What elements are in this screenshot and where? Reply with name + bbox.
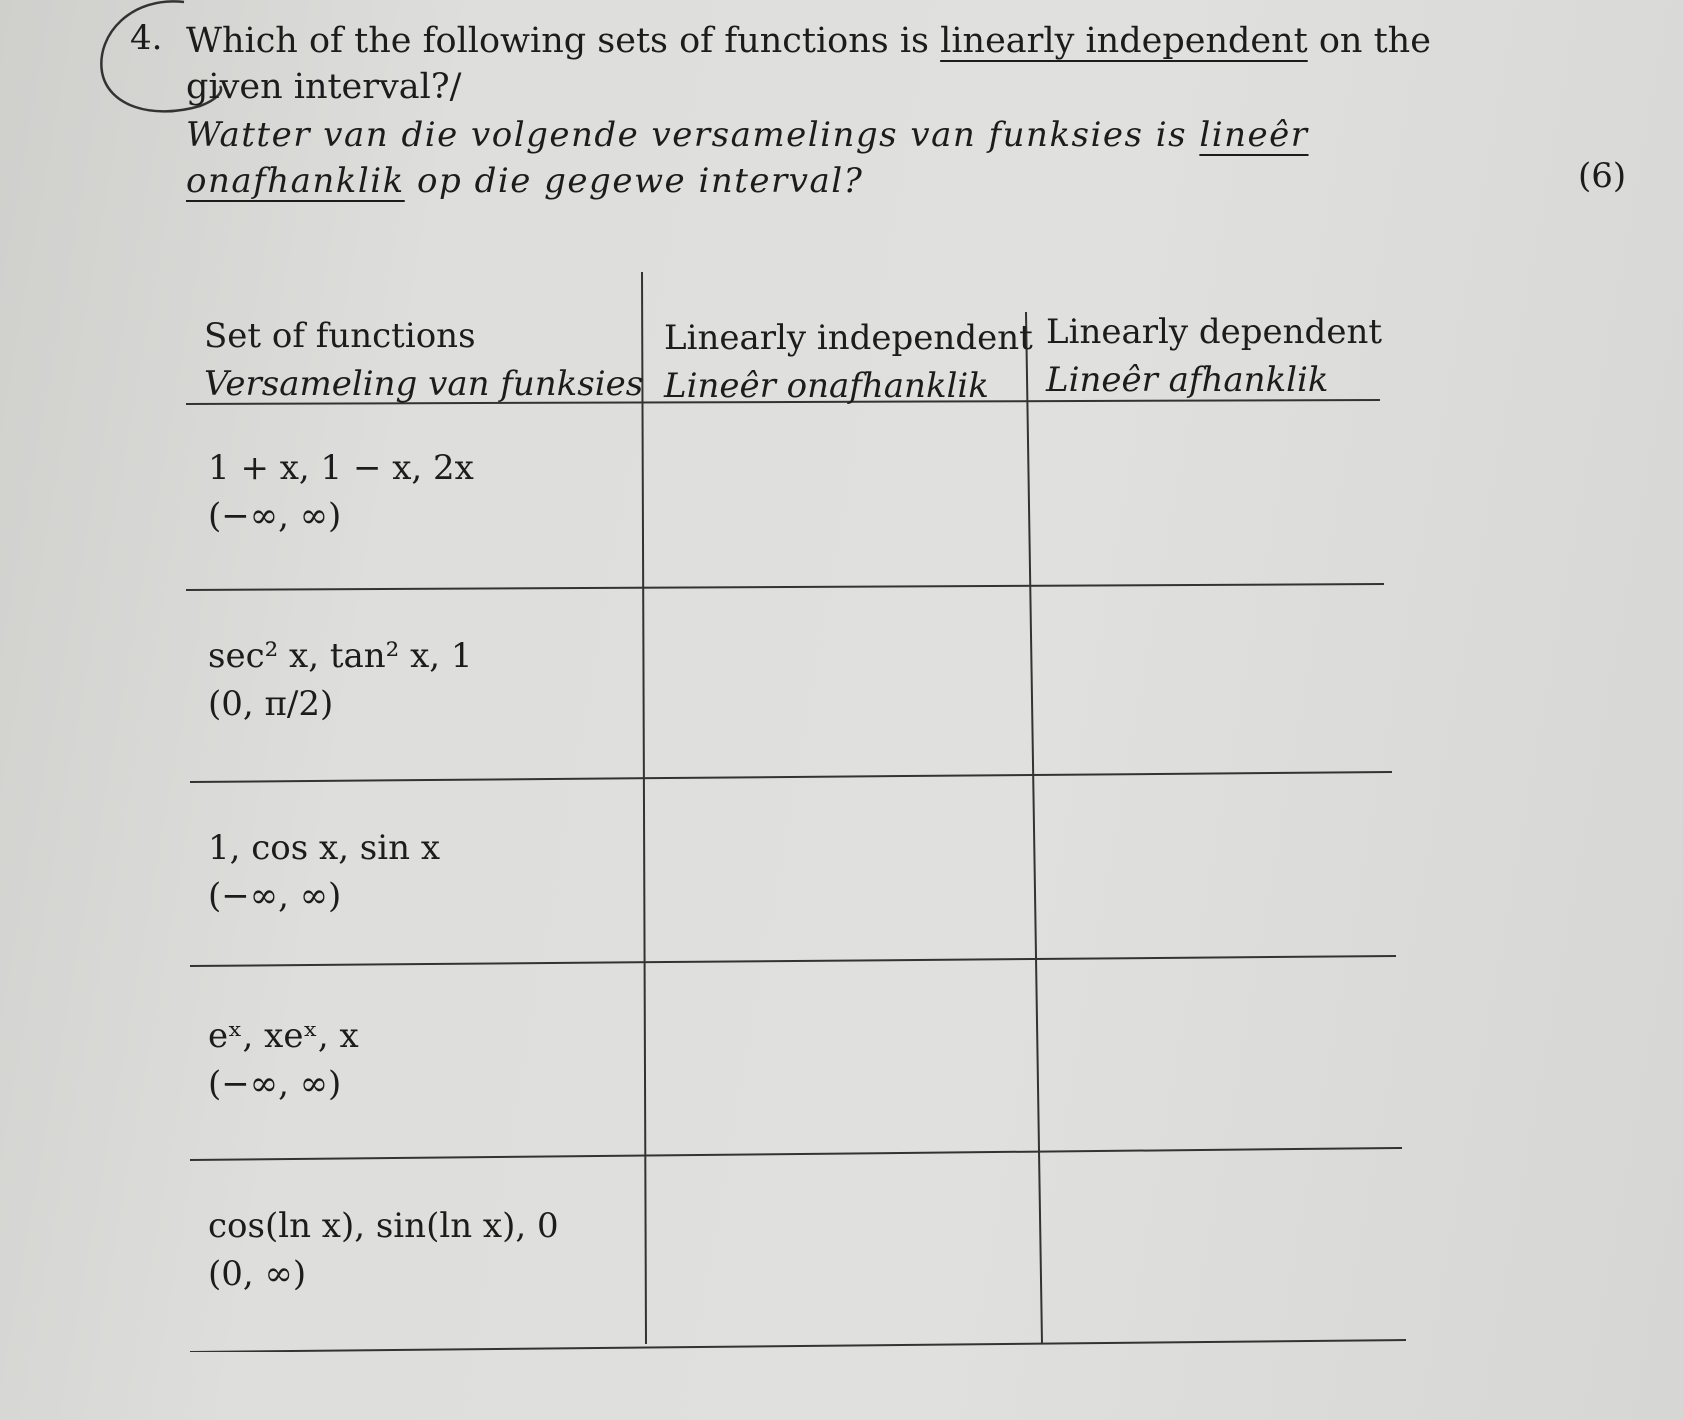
answer-cell-independent[interactable]: [648, 786, 1026, 962]
function-set: 1 + x, 1 − x, 2x: [208, 448, 474, 488]
question-english-part: on the given interval?/: [186, 21, 1431, 107]
table-row-functions: [208, 1012, 359, 1108]
question-english-emphasis: linearly independent: [940, 21, 1308, 61]
function-interval: (−∞, ∞): [208, 496, 342, 536]
function-interval: (0, ∞): [208, 1254, 307, 1294]
header-label-english: Linearly dependent: [1046, 312, 1382, 352]
header-set-of-functions: [204, 312, 643, 408]
question-afrikaans-part: op die gegewe interval?: [404, 161, 864, 201]
function-interval: (−∞, ∞): [208, 1064, 342, 1104]
marks-allocation: (6): [1578, 156, 1627, 196]
answer-table: [186, 272, 1406, 1352]
table-row-functions: [208, 632, 473, 728]
table-row-functions: [208, 1202, 559, 1298]
table-row-functions: [208, 824, 440, 920]
function-set: cos(ln x), sin(ln x), 0: [208, 1206, 559, 1246]
answer-cell-dependent[interactable]: [1038, 780, 1388, 956]
answer-cell-independent[interactable]: [648, 408, 1024, 584]
question-text-afrikaans: [186, 112, 1536, 204]
function-set: eˣ, xeˣ, x: [208, 1016, 359, 1056]
question-afrikaans-emphasis: lineêr onafhanklik: [186, 115, 1309, 201]
table-row-functions: [208, 444, 474, 540]
answer-cell-dependent[interactable]: [1036, 590, 1382, 770]
answer-cell-dependent[interactable]: [1042, 964, 1394, 1148]
header-label-afrikaans: Versameling van funksies: [204, 364, 644, 404]
answer-cell-dependent[interactable]: [1034, 406, 1378, 582]
header-linearly-dependent: [1046, 308, 1382, 404]
question-afrikaans-part: Watter van die volgende versamelings van funksies is: [186, 115, 1200, 155]
answer-cell-independent[interactable]: [648, 1164, 1030, 1340]
header-label-english: Set of functions: [204, 316, 476, 356]
header-linearly-independent: [664, 314, 1033, 410]
header-label-afrikaans: Lineêr onafhanklik: [664, 366, 989, 406]
function-set: sec² x, tan² x, 1: [208, 636, 473, 676]
answer-cell-independent[interactable]: [648, 594, 1024, 774]
question-english-part: Which of the following sets of functions is: [186, 21, 941, 61]
function-set: 1, cos x, sin x: [208, 828, 441, 868]
question-text-english: [186, 18, 1456, 110]
header-label-afrikaans: Lineêr afhanklik: [1046, 360, 1329, 400]
question-number: 4.: [130, 18, 163, 58]
function-interval: (0, π/2): [208, 684, 334, 724]
header-label-english: Linearly independent: [664, 318, 1033, 358]
answer-cell-independent[interactable]: [648, 970, 1028, 1156]
answer-cell-dependent[interactable]: [1044, 1156, 1400, 1332]
function-interval: (−∞, ∞): [208, 876, 342, 916]
